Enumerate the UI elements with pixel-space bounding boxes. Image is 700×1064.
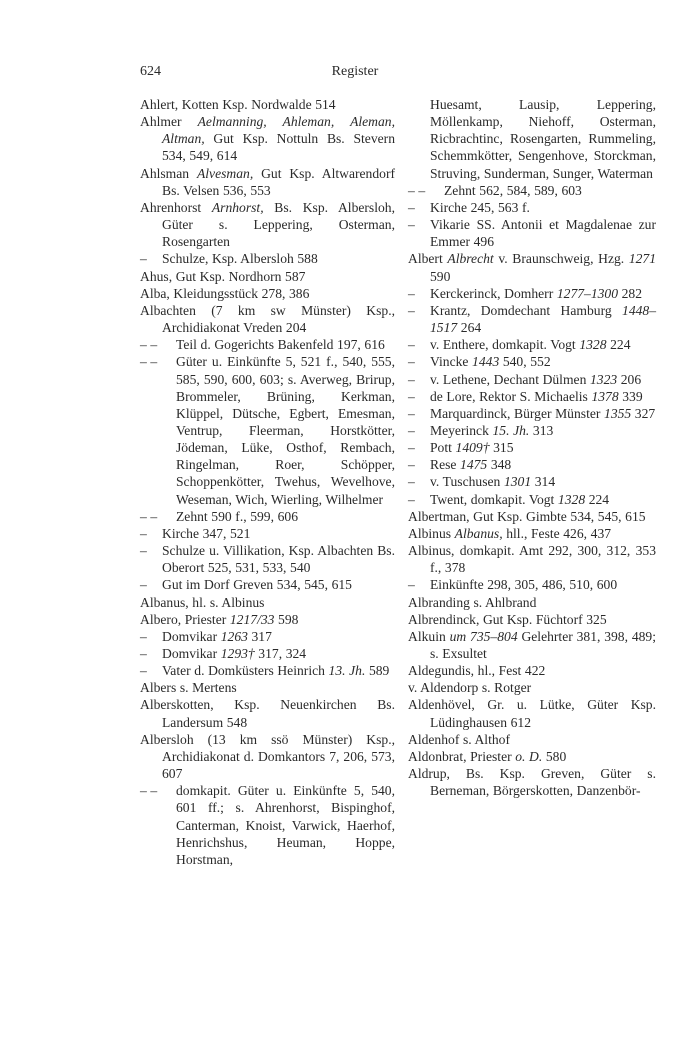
index-entry: Albertman, Gut Ksp. Gimbte 534, 545, 615 [408,508,646,524]
index-entry: – Pott 1409† 315 [408,440,514,456]
index-entry: Ahus, Gut Ksp. Nordhorn 587 [140,268,306,284]
page-header [140,64,570,84]
index-entry: Albanus, hl. s. Albinus [140,594,265,610]
index-entry: – – Güter u. Einkünfte 5, 521 f., 540, 555, 585, 590, 600, 603; s. Averweg, Brirup, Brommeler, Brüning, Kerkman, Klüppel, Dütsche, Egbert, Emesman, Ventrup, Fleerman, Horstkötter, Jödeman, Lüke, Osthof, Rembach, Ringelman, Roer, Schöpper, Schoppenkötter, Twehus, Wevelhove, Weseman, Wich, Wierling, Wilhelmer [140,354,395,507]
index-entry: – Krantz, Domdechant Hamburg 1448–1517 264 [408,302,656,336]
index-entry: – v. Lethene, Dechant Dülmen 1323 206 [408,371,642,387]
index-entry: – Kirche 245, 563 f. [408,199,530,215]
index-entry: – Twent, domkapit. Vogt 1328 224 [408,491,610,507]
index-entry: – Vikarie SS. Antonii et Magdalenae zur Emmer 496 [408,217,656,250]
index-entry: Albert Albrecht v. Braunschweig, Hzg. 1271 590 [408,251,657,284]
index-entry: Albinus, domkapit. Amt 292, 300, 312, 353 f., 378 [408,543,656,576]
index-entry: Ahlsman Alvesman, Gut Ksp. Altwarendorf Bs. Velsen 536, 553 [140,165,396,198]
index-entry: – Marquardinck, Bürger Münster 1355 327 [408,405,656,421]
index-entry: – – Zehnt 562, 584, 589, 603 [408,182,582,198]
index-column-right [408,96,656,799]
index-entry: Albrendinck, Gut Ksp. Füchtorf 325 [408,611,607,627]
index-entry: Aldenhövel, Gr. u. Lütke, Güter Ksp. Lüdinghausen 612 [408,697,656,730]
index-entry: – – domkapit. Güter u. Einkünfte 5, 540, 601 ff.; s. Ahrenhorst, Bispinghof, Canterman, Knoist, Varwick, Haerhof, Henrichshus, Heuman, Hoppe, Horstman, [140,783,395,867]
index-entry: Ahlmer Aelmanning, Ahleman, Aleman, Altman, Gut Ksp. Nottuln Bs. Stevern 534, 549, 614 [140,114,395,164]
index-entry: Albinus Albanus, hll., Feste 426, 437 [408,525,612,541]
index-entry: – Kerckerinck, Domherr 1277–1300 282 [408,285,643,301]
index-entry: Alba, Kleidungsstück 278, 386 [140,285,310,301]
index-entry: Alberskotten, Ksp. Neuenkirchen Bs. Landersum 548 [140,697,395,730]
index-column-left [140,96,395,868]
index-entry: – Domvikar 1263 317 [140,628,272,644]
index-entry: – Kirche 347, 521 [140,525,251,541]
index-entry: Albero, Priester 1217/33 598 [140,611,299,627]
index-entry: Albranding s. Ahlbrand [408,594,537,610]
index-entry: Albersloh (13 km ssö Münster) Ksp., Archidiakonat d. Domkantors 7, 206, 573, 607 [140,731,395,782]
index-entry: – Vater d. Domküsters Heinrich 13. Jh. 589 [140,663,390,679]
index-entry: – – Zehnt 590 f., 599, 606 [140,508,298,524]
running-title: Register [331,64,379,79]
index-entry: Albachten (7 km sw Münster) Ksp., Archidiakonat Vreden 204 [140,302,395,336]
page-number: 624 [140,64,161,79]
index-entry: – Rese 1475 348 [408,457,512,473]
index-entry: – Schulze, Ksp. Albersloh 588 [140,251,318,267]
index-entry: – Gut im Dorf Greven 534, 545, 615 [140,577,352,593]
index-entry: v. Aldendorp s. Rotger [408,680,532,696]
index-entry: Albers s. Mertens [140,680,237,696]
index-entry: Aldenhof s. Althof [408,731,510,747]
index-entry: – – Teil d. Gogerichts Bakenfeld 197, 616 [140,337,385,353]
index-entry: Aldegundis, hl., Fest 422 [408,663,546,679]
index-entry: Ahlert, Kotten Ksp. Nordwalde 514 [140,97,336,112]
index-entry: Alkuin um 735–804 Gelehrter 381, 398, 489; s. Exsultet [408,628,656,661]
index-entry: – Domvikar 1293† 317, 324 [140,646,307,661]
index-entry: Aldrup, Bs. Ksp. Greven, Güter s. Berneman, Börgerskotten, Danzenbör- [408,766,656,799]
index-entry: – v. Enthere, domkapit. Vogt 1328 224 [408,337,631,353]
index-entry: Aldonbrat, Priester o. D. 580 [408,748,567,764]
index-entry: Huesamt, Lausip, Leppering, Möllenkamp, Niehoff, Osterman, Ricbrachtinc, Rosengarten, Rummeling, Schemmkötter, Sengenhove, Storckman, Struving, Sunderman, Sunger, Waterman [430,97,656,181]
index-entry: – Einkünfte 298, 305, 486, 510, 600 [408,577,618,593]
index-entry: – de Lore, Rektor S. Michaelis 1378 339 [408,388,643,404]
index-entry: – Schulze u. Villikation, Ksp. Albachten Bs. Oberort 525, 531, 533, 540 [140,543,395,576]
index-entry: – Meyerinck 15. Jh. 313 [408,422,554,438]
index-entry: – v. Tuschusen 1301 314 [408,474,556,490]
index-entry: – Vincke 1443 540, 552 [408,354,551,370]
index-entry: Ahrenhorst Arnhorst, Bs. Ksp. Albersloh, Güter s. Leppering, Osterman, Rosengarten [140,199,395,250]
